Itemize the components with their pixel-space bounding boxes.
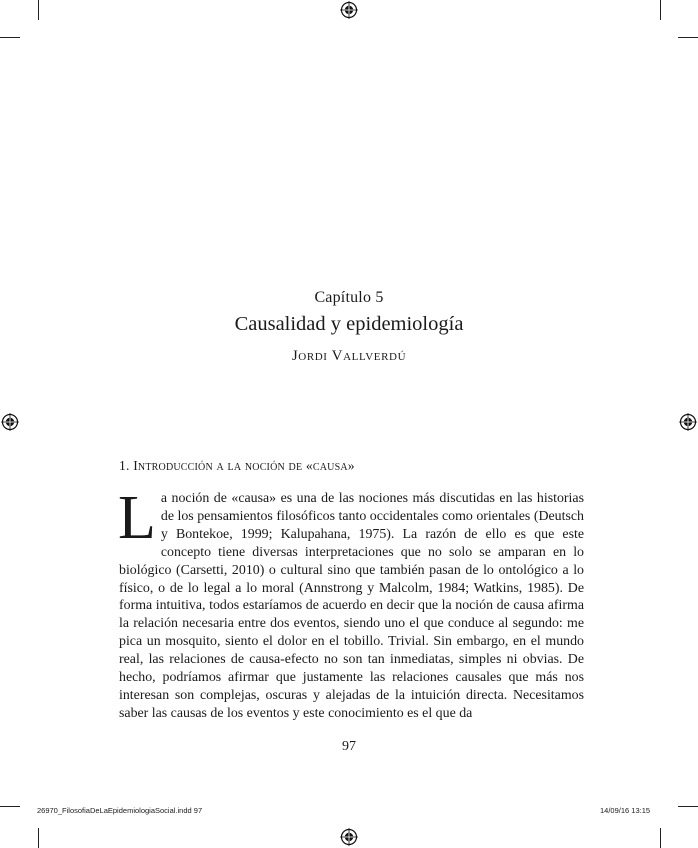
crop-mark-right-bottom: [678, 806, 698, 807]
slug-file-info: 26970_FilosofiaDeLaEpidemiologiaSocial.indd 97: [37, 806, 203, 815]
chapter-title: Causalidad y epidemiología: [234, 313, 464, 335]
drop-cap: L: [118, 484, 156, 552]
crop-mark-left-top: [0, 37, 20, 38]
crop-mark-top-left: [38, 0, 39, 20]
crop-mark-bottom-right: [660, 828, 661, 848]
page-number: 97: [342, 739, 356, 754]
crop-mark-bottom-left: [38, 828, 39, 848]
crop-mark-top-right: [660, 0, 661, 20]
body-paragraph: [118, 484, 584, 723]
crop-mark-left-bottom: [0, 806, 20, 807]
registration-mark-icon: [1, 413, 19, 431]
registration-mark-icon: [679, 413, 697, 431]
chapter-label: Capítulo 5: [314, 289, 384, 306]
registration-mark-icon: [340, 828, 358, 846]
body-text: a noción de «causa» es una de las nociones más discutidas en las historias de los pensamientos filosóficos tanto occidentales como orientales (Deutsch y Bontekoe, 1999; Kalupahana, 1975). La razón de ello es que este concepto tiene diversas interpretaciones que no solo se amparan en lo biológico (Carsetti, 2010) o cultural sino que también pasan de lo ontológico a lo físico, o de lo legal a lo moral (Annstrong y Malcolm, 1984; Watkins, 1985). De forma intuitiva, todos estaríamos de acuerdo en decir que la noción de causa afirma la relación necesaria entre dos eventos, siendo uno el que conduce al segundo: me pica un mosquito, siento el dolor en el tobillo. Trivial. Sin embargo, en el mundo real, las relaciones de causa-efecto no son tan inmediatas, simples ni obvias. De hecho, podríamos afirmar que justamente las relaciones causales que más nos interesan son complejas, oscuras y alejadas de la intuición directa. Necesitamos saber las causas de los eventos y este conocimiento es el que da: [119, 491, 584, 721]
slug-datetime: 14/09/16 13:15: [600, 806, 651, 815]
registration-mark-icon: [340, 1, 358, 19]
chapter-author: Jordi Vallverdú: [291, 348, 407, 364]
crop-mark-right-top: [678, 37, 698, 38]
section-heading: 1. Introducción a la noción de «causa»: [119, 458, 355, 473]
